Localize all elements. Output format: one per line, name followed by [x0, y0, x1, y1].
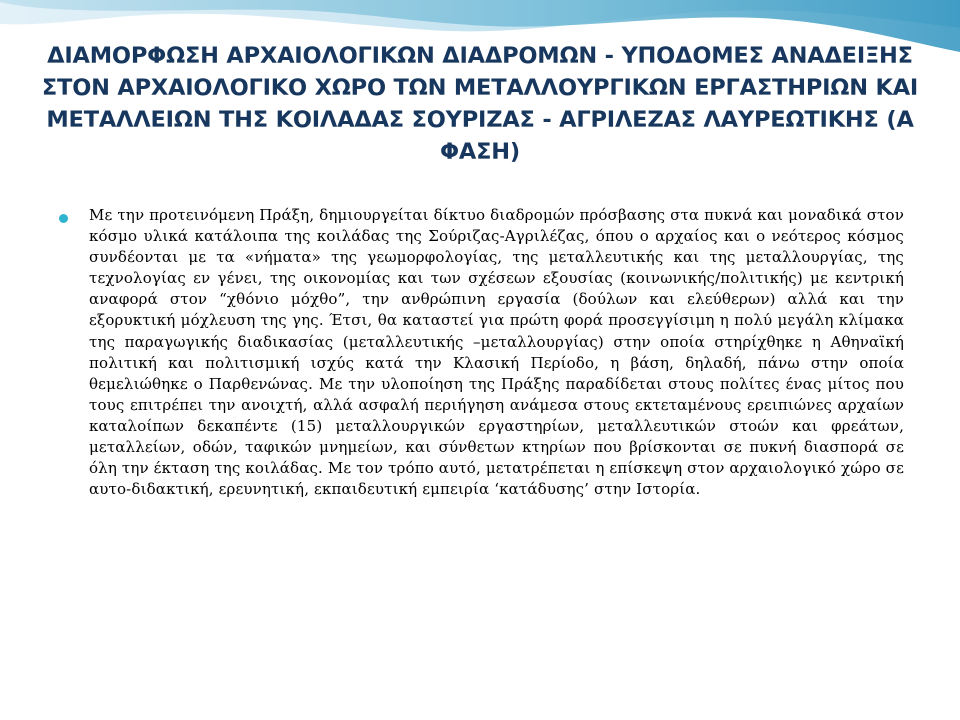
- bullet-icon: [59, 214, 68, 223]
- bullet-paragraph: Με την προτεινόμενη Πράξη, δημιουργείται δίκτυο διαδρομών πρόσβασης στα πυκνά και μοναδικά στον κόσμο υλικά κατάλοιπα της κοιλάδας της Σούριζας-Αγριλέζας, όπου ο αρχαίος και ο νεότερος κόσμος συνδέονται με τα «νήματα» της γεωμορφολογίας, της μεταλλευτικής και της μεταλλουργίας, της τεχνολογίας εν γένει, της οικονομίας και των σχέσεων εξουσίας (κοινωνικής/πολιτικής) με κεντρική αναφορά στον “χθόνιο μόχθο”, την ανθρώπινη εργασία (δούλων και ελεύθερων) αλλά και την εξορυκτική μόχλευση της γης. Έτσι, θα καταστεί για πρώτη φορά προσεγγίσιμη η πολύ μεγάλη κλίμακα της παραγωγικής διαδικασίας (μεταλλευτικής –μεταλλουργίας) στην οποία στηρίχθηκε η Αθηναϊκή πολιτική και πολιτισμική ισχύς κατά την Κλασική Περίοδο, η βάση, δηλαδή, πάνω στην οποία θεμελιώθηκε ο Παρθενώνας. Με την υλοποίηση της Πράξης παραδίδεται στους πολίτες ένας μίτος που τους επιτρέπει την ανοιχτή, αλλά ασφαλή περιήγηση ανάμεσα στους εκτεταμένους ερειπιώνες αρχαίων καταλοίπων δεκαπέντε (15) μεταλλουργικών εργαστηρίων, μεταλλευτικών στοών και φρεάτων, μεταλλείων, οδών, ταφικών μνημείων, και σύνθετων κτηρίων που βρίσκονται σε πυκνή διασπορά σε όλη την έκταση της κοιλάδας. Με τον τρόπο αυτό, μετατρέπεται η επίσκεψη στον αρχαιολογικό χώρο σε αυτο-διδακτική, ερευνητική, εκπαιδευτική εμπειρία ‘κατάδυσης’ στην Ιστορία.: [89, 206, 904, 499]
- slide-title: ΔΙΑΜΟΡΦΩΣΗ ΑΡΧΑΙΟΛΟΓΙΚΩΝ ΔΙΑΔΡΟΜΩΝ - ΥΠΟΔΟΜΕΣ ΑΝΑΔΕΙΞΗΣ ΣΤΟΝ ΑΡΧΑΙΟΛΟΓΙΚΟ ΧΩΡΟ ΤΩΝ ΜΕΤΑΛΛΟΥΡΓΙΚΩΝ ΕΡΓΑΣΤΗΡΙΩΝ ΚΑΙ ΜΕΤΑΛΛΕΙΩΝ ΤΗΣ ΚΟΙΛΑΔΑΣ ΣΟΥΡΙΖΑΣ - ΑΓΡΙΛΕΖΑΣ ΛΑΥΡΕΩΤΙΚΗΣ (Α ΦΑΣΗ): [41, 43, 919, 165]
- bullet-list: [60, 205, 904, 500]
